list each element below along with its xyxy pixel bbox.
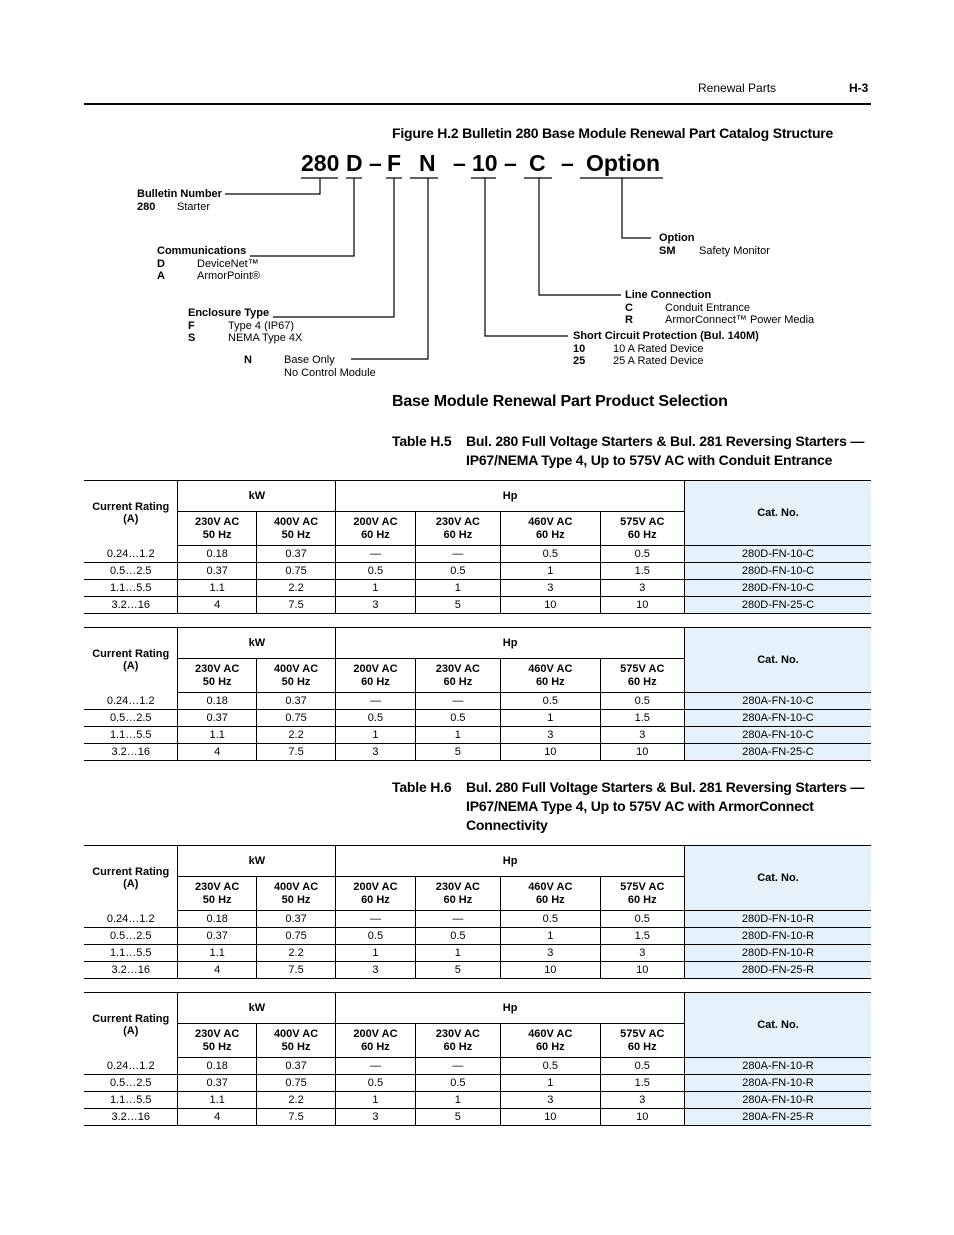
table-cell: 0.5 xyxy=(415,928,500,945)
table-row xyxy=(84,580,871,597)
col-230v-60hz: 230V AC 60 Hz xyxy=(415,877,500,911)
col-575v-60hz: 575V AC 60 Hz xyxy=(600,659,684,693)
table-cell: 0.75 xyxy=(256,1075,335,1092)
col-575v-60hz: 575V AC 60 Hz xyxy=(600,1024,684,1058)
table-cell: 0.5 xyxy=(336,710,415,727)
current-rating-cell: 1.1…5.5 xyxy=(84,945,178,962)
current-rating-header: Current Rating (A) xyxy=(84,846,178,911)
table-cell: 0.5 xyxy=(501,911,601,928)
table-cell: 1 xyxy=(501,563,601,580)
table-cell: 7.5 xyxy=(256,1109,335,1126)
col-230v-60hz: 230V AC 60 Hz xyxy=(415,659,500,693)
table-cell: 0.5 xyxy=(501,546,601,563)
code-option: Option xyxy=(586,150,661,176)
table-cell: 4 xyxy=(178,597,256,614)
table-cell: — xyxy=(415,546,500,563)
table-cell: 0.5 xyxy=(501,693,601,710)
current-rating-cell: 1.1…5.5 xyxy=(84,1092,178,1109)
col-400v-50hz: 400V AC 50 Hz xyxy=(256,659,335,693)
table-cell: 0.5 xyxy=(336,563,415,580)
table-cell: 1.1 xyxy=(178,945,256,962)
table-cell: 4 xyxy=(178,962,256,979)
table-cell: 3 xyxy=(600,1092,684,1109)
table-cell: 1.5 xyxy=(600,928,684,945)
table-cell: 1 xyxy=(336,580,415,597)
code-dash-2: – xyxy=(453,150,466,176)
current-rating-cell: 1.1…5.5 xyxy=(84,727,178,744)
hp-header: Hp xyxy=(502,1002,518,1014)
current-rating-header: Current Rating (A) xyxy=(84,481,178,546)
table-cell: 5 xyxy=(415,962,500,979)
table-cell: 7.5 xyxy=(256,744,335,761)
table-row xyxy=(84,911,871,928)
table-cell: 10 xyxy=(600,744,684,761)
current-rating-cell: 3.2…16 xyxy=(84,962,178,979)
table-h6-caption: Table H.6 Bul. 280 Full Voltage Starters & Bul. 281 Reversing Starters — IP67/NEMA Type 4, Up to 575V AC with ArmorConnect Connectivity xyxy=(392,779,865,833)
col-400v-50hz: 400V AC 50 Hz xyxy=(256,512,335,546)
kw-header: kW xyxy=(178,993,336,1024)
col-200v-60hz: 200V AC 60 Hz xyxy=(336,1024,415,1058)
table-cell: 10 xyxy=(600,962,684,979)
code-bulletin: 280 xyxy=(301,150,340,176)
table-cell: — xyxy=(336,546,415,563)
table-row xyxy=(84,1092,871,1109)
table-cell: 3 xyxy=(501,580,601,597)
code-dash-3: – xyxy=(504,150,517,176)
col-230v-60hz: 230V AC 60 Hz xyxy=(415,512,500,546)
table-row xyxy=(84,962,871,979)
table-row xyxy=(84,945,871,962)
table-cell: 0.5 xyxy=(336,928,415,945)
current-rating-cell: 0.24…1.2 xyxy=(84,1058,178,1075)
table-cell: 5 xyxy=(415,1109,500,1126)
table-cell: 3 xyxy=(600,727,684,744)
table-cell: 1.1 xyxy=(178,580,256,597)
table-cell: 3 xyxy=(336,962,415,979)
table-cell: 0.5 xyxy=(501,1058,601,1075)
table-cell: 7.5 xyxy=(256,597,335,614)
table-cell: — xyxy=(336,1058,415,1075)
current-rating-cell: 3.2…16 xyxy=(84,597,178,614)
table-row xyxy=(84,744,871,761)
table-cell: 1 xyxy=(415,580,500,597)
option-label: Option SM Safety Monitor xyxy=(659,232,770,257)
hp-header: Hp xyxy=(502,490,518,502)
cat-no-cell: 280A-FN-25-R xyxy=(684,1109,871,1126)
cat-no-cell: 280D-FN-10-R xyxy=(684,911,871,928)
table-cell: 0.5 xyxy=(336,1075,415,1092)
table-cell: 0.37 xyxy=(178,563,256,580)
cat-no-cell: 280D-FN-25-C xyxy=(684,597,871,614)
current-rating-cell: 0.5…2.5 xyxy=(84,563,178,580)
cat-no-cell: 280A-FN-10-C xyxy=(684,693,871,710)
base-label: N Base Only No Control Module xyxy=(244,354,376,379)
line-connection-label: Line Connection C Conduit Entrance R ArmorConnect™ Power Media xyxy=(625,289,815,326)
table-cell: 0.37 xyxy=(256,693,335,710)
table-cell: 10 xyxy=(600,597,684,614)
table-row xyxy=(84,693,871,710)
code-dash-1: – xyxy=(369,150,382,176)
cat-no-cell: 280A-FN-10-R xyxy=(684,1075,871,1092)
current-rating-cell: 3.2…16 xyxy=(84,1109,178,1126)
current-rating-cell: 0.24…1.2 xyxy=(84,546,178,563)
table-cell: 3 xyxy=(501,1092,601,1109)
table-cell: 0.75 xyxy=(256,563,335,580)
table-row xyxy=(84,727,871,744)
table-row xyxy=(84,1075,871,1092)
table-cell: 0.5 xyxy=(600,911,684,928)
table-cell: 1 xyxy=(415,945,500,962)
short-circuit-label: Short Circuit Protection (Bul. 140M) 10 10 A Rated Device 25 25 A Rated Device xyxy=(573,330,759,367)
kw-header: kW xyxy=(178,481,336,512)
table-cell: 3 xyxy=(501,945,601,962)
table-cell: 10 xyxy=(501,597,601,614)
table-cell: 1 xyxy=(336,1092,415,1109)
table-cell: 0.18 xyxy=(178,1058,256,1075)
col-230v-60hz: 230V AC 60 Hz xyxy=(415,1024,500,1058)
table-h5-caption: Table H.5 Bul. 280 Full Voltage Starters & Bul. 281 Reversing Starters — IP67/NEMA Type 4, Up to 575V AC with Conduit Entrance xyxy=(392,433,865,468)
table-cell: 0.5 xyxy=(600,693,684,710)
col-200v-60hz: 200V AC 60 Hz xyxy=(336,512,415,546)
current-rating-cell: 0.24…1.2 xyxy=(84,693,178,710)
table-cell: 1 xyxy=(501,928,601,945)
table-cell: 1 xyxy=(501,1075,601,1092)
col-230v-50hz: 230V AC 50 Hz xyxy=(178,659,256,693)
cat-no-cell: 280D-FN-25-R xyxy=(684,962,871,979)
enclosure-label: Enclosure Type F Type 4 (IP67) S NEMA Type 4X xyxy=(188,307,303,344)
cat-no-cell: 280D-FN-10-C xyxy=(684,580,871,597)
cat-no-cell: 280D-FN-10-R xyxy=(684,945,871,962)
col-460v-60hz: 460V AC 60 Hz xyxy=(501,512,601,546)
table-cell: 0.75 xyxy=(256,710,335,727)
table-cell: 4 xyxy=(178,1109,256,1126)
cat-no-cell: 280A-FN-10-C xyxy=(684,710,871,727)
current-rating-header: Current Rating (A) xyxy=(84,993,178,1058)
table-cell: 1.5 xyxy=(600,1075,684,1092)
table-cell: — xyxy=(415,911,500,928)
table-cell: 2.2 xyxy=(256,945,335,962)
col-200v-60hz: 200V AC 60 Hz xyxy=(336,877,415,911)
table-row xyxy=(84,546,871,563)
table-cell: 1 xyxy=(336,727,415,744)
cat-no-header: Cat. No. xyxy=(684,846,871,911)
current-rating-cell: 0.5…2.5 xyxy=(84,928,178,945)
table-cell: 0.5 xyxy=(600,1058,684,1075)
table-cell: — xyxy=(336,693,415,710)
table-cell: 1.5 xyxy=(600,710,684,727)
cat-no-cell: 280D-FN-10-R xyxy=(684,928,871,945)
col-200v-60hz: 200V AC 60 Hz xyxy=(336,659,415,693)
table-cell: 2.2 xyxy=(256,727,335,744)
product-selection-table-2 xyxy=(84,627,871,761)
communications-label: Communications D DeviceNet™ A ArmorPoint® xyxy=(157,245,261,282)
table-cell: — xyxy=(415,693,500,710)
code-communications: D xyxy=(346,150,363,176)
hp-header: Hp xyxy=(502,637,518,649)
table-cell: 1.5 xyxy=(600,563,684,580)
table-cell: 0.18 xyxy=(178,546,256,563)
code-short-circuit: 10 xyxy=(472,150,498,176)
table-cell: 0.75 xyxy=(256,928,335,945)
table-cell: 1 xyxy=(336,945,415,962)
table-cell: 10 xyxy=(501,1109,601,1126)
bulletin-label: Bulletin Number 280 Starter xyxy=(137,188,222,213)
table-cell: 0.5 xyxy=(600,546,684,563)
cat-no-cell: 280A-FN-10-R xyxy=(684,1058,871,1075)
current-rating-header: Current Rating (A) xyxy=(84,628,178,693)
current-rating-cell: 3.2…16 xyxy=(84,744,178,761)
cat-no-header: Cat. No. xyxy=(684,993,871,1058)
table-cell: 3 xyxy=(501,727,601,744)
col-460v-60hz: 460V AC 60 Hz xyxy=(501,877,601,911)
table-cell: 1.1 xyxy=(178,1092,256,1109)
table-cell: 4 xyxy=(178,744,256,761)
table-cell: 10 xyxy=(600,1109,684,1126)
code-enclosure: F xyxy=(387,150,402,176)
table-row xyxy=(84,928,871,945)
col-460v-60hz: 460V AC 60 Hz xyxy=(501,1024,601,1058)
product-selection-table-4 xyxy=(84,992,871,1126)
table-row xyxy=(84,1109,871,1126)
running-header-title: Renewal Parts xyxy=(698,81,777,95)
col-400v-50hz: 400V AC 50 Hz xyxy=(256,1024,335,1058)
table-cell: 0.37 xyxy=(178,1075,256,1092)
col-230v-50hz: 230V AC 50 Hz xyxy=(178,1024,256,1058)
table-cell: 5 xyxy=(415,597,500,614)
cat-no-header: Cat. No. xyxy=(684,628,871,693)
table-cell: 1.1 xyxy=(178,727,256,744)
table-cell: 1 xyxy=(415,727,500,744)
current-rating-cell: 0.5…2.5 xyxy=(84,710,178,727)
table-cell: — xyxy=(336,911,415,928)
cat-no-cell: 280D-FN-10-C xyxy=(684,546,871,563)
code-line-connection: C xyxy=(529,150,546,176)
cat-no-header: Cat. No. xyxy=(684,481,871,546)
hp-header: Hp xyxy=(502,855,518,867)
table-cell: 0.37 xyxy=(178,928,256,945)
table-cell: 3 xyxy=(336,744,415,761)
table-row xyxy=(84,1058,871,1075)
table-cell: 2.2 xyxy=(256,1092,335,1109)
table-row xyxy=(84,563,871,580)
col-230v-50hz: 230V AC 50 Hz xyxy=(178,877,256,911)
table-cell: 2.2 xyxy=(256,580,335,597)
table-cell: 0.5 xyxy=(415,1075,500,1092)
code-base: N xyxy=(419,150,436,176)
page-number: H-3 xyxy=(849,81,869,95)
table-cell: 10 xyxy=(501,744,601,761)
table-cell: 1 xyxy=(501,710,601,727)
col-400v-50hz: 400V AC 50 Hz xyxy=(256,877,335,911)
section-heading: Base Module Renewal Part Product Selection xyxy=(392,393,728,410)
table-cell: 0.18 xyxy=(178,911,256,928)
cat-no-cell: 280A-FN-10-R xyxy=(684,1092,871,1109)
table-cell: 0.37 xyxy=(256,1058,335,1075)
table-cell: 3 xyxy=(336,1109,415,1126)
table-cell: 0.37 xyxy=(256,546,335,563)
table-cell: 1 xyxy=(415,1092,500,1109)
table-cell: 0.5 xyxy=(415,710,500,727)
table-cell: 3 xyxy=(336,597,415,614)
cat-no-cell: 280D-FN-10-C xyxy=(684,563,871,580)
current-rating-cell: 1.1…5.5 xyxy=(84,580,178,597)
cat-no-cell: 280A-FN-25-C xyxy=(684,744,871,761)
table-cell: 0.37 xyxy=(256,911,335,928)
cat-no-cell: 280A-FN-10-C xyxy=(684,727,871,744)
table-cell: 3 xyxy=(600,945,684,962)
kw-header: kW xyxy=(178,628,336,659)
table-row xyxy=(84,710,871,727)
col-460v-60hz: 460V AC 60 Hz xyxy=(501,659,601,693)
current-rating-cell: 0.5…2.5 xyxy=(84,1075,178,1092)
code-dash-4: – xyxy=(561,150,574,176)
col-575v-60hz: 575V AC 60 Hz xyxy=(600,877,684,911)
table-cell: 0.5 xyxy=(415,563,500,580)
product-selection-table-1 xyxy=(84,480,871,614)
kw-header: kW xyxy=(178,846,336,877)
table-cell: 3 xyxy=(600,580,684,597)
col-575v-60hz: 575V AC 60 Hz xyxy=(600,512,684,546)
current-rating-cell: 0.24…1.2 xyxy=(84,911,178,928)
table-cell: — xyxy=(415,1058,500,1075)
table-row xyxy=(84,597,871,614)
col-230v-50hz: 230V AC 50 Hz xyxy=(178,512,256,546)
table-cell: 5 xyxy=(415,744,500,761)
table-cell: 7.5 xyxy=(256,962,335,979)
table-cell: 10 xyxy=(501,962,601,979)
product-selection-table-3 xyxy=(84,845,871,979)
table-cell: 0.18 xyxy=(178,693,256,710)
table-cell: 0.37 xyxy=(178,710,256,727)
figure-title: Figure H.2 Bulletin 280 Base Module Renewal Part Catalog Structure xyxy=(392,125,834,141)
